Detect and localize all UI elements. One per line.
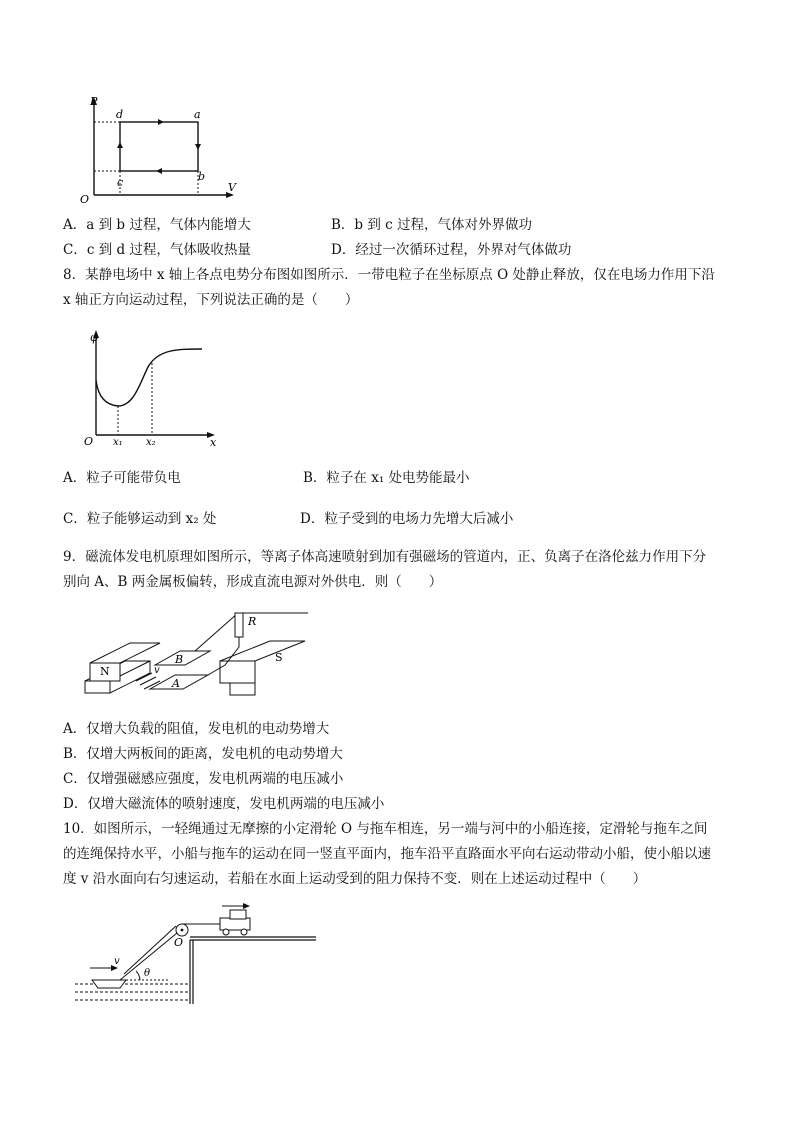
point-c-label: c [117,176,124,189]
q8-option-d: D．粒子受到的电场力先增大后减小 [300,511,514,527]
theta-label: θ [144,968,151,979]
velocity-label: v [154,665,160,676]
q10-stem-line1: 10．如图所示，一轻绳通过无摩擦的小定滑轮 O 与拖车相连，另一端与河中的小船连接，定滑轮与拖车之间 [63,821,708,837]
v-axis-label: V [228,181,236,194]
plate-b-label: B [175,653,184,666]
q10-stem-line3: 度 v 沿水面向右匀速运动，若船在水面上运动受到的阻力保持不变．则在上述运动过程中（ ） [63,871,647,887]
resistor-label: R [248,615,257,628]
q10-stem-line2: 的连绳保持水平，小船与拖车的运动在同一竖直平面内，拖车沿平直路面水平向右运动带动小船，使小船以速 [63,846,711,862]
q9-option-a: A．仅增大负载的阻值，发电机的电动势增大 [63,721,330,737]
phi-axis-label: φ [90,331,98,344]
q8-option-c: C．粒子能够运动到 x₂ 处 [63,511,217,527]
q9-stem-line2: 别向 A、B 两金属板偏转，形成直流电源对外供电．则（ ） [63,574,443,590]
x2-label: x₂ [146,437,156,448]
origin-label: O [84,435,94,448]
q7-option-a: A．a 到 b 过程，气体内能增大 [63,217,251,233]
x-axis-label: x [210,436,217,449]
p-axis-label: P [90,95,98,108]
q8-option-b: B．粒子在 x₁ 处电势能最小 [303,470,470,486]
potential-distribution-graph [82,325,222,450]
s-pole-label: S [275,651,283,664]
mhd-generator-diagram [70,603,320,703]
q9-option-c: C．仅增强磁感应强度，发电机两端的电压减小 [63,771,344,787]
q7-option-d: D．经过一次循环过程，外界对气体做功 [331,242,572,258]
n-pole-label: N [100,665,110,678]
q8-stem-line1: 8．某静电场中 x 轴上各点电势分布图如图所示．一带电粒子在坐标原点 O 处静止释放，仅在电场力作用下沿 [63,267,715,283]
velocity-label: v [114,956,120,967]
q8-stem-line2: x 轴正方向运动过程，下列说法正确的是（ ） [63,292,359,308]
pulley-boat-diagram [70,900,320,1010]
point-a-label: a [194,108,201,121]
q9-stem-line1: 9．磁流体发电机原理如图所示，等离子体高速喷射到加有强磁场的管道内，正、负离子在洛伦兹力作用下分 [63,549,707,565]
plate-a-label: A [172,677,180,690]
origin-label: O [80,193,90,206]
pv-cycle-diagram [80,95,250,205]
q8-option-a: A．粒子可能带负电 [63,470,181,486]
q7-option-c: C．c 到 d 过程，气体吸收热量 [63,242,251,258]
point-b-label: b [198,170,206,183]
q9-option-d: D．仅增大磁流体的喷射速度，发电机两端的电压减小 [63,796,385,812]
x1-label: x₁ [113,437,123,448]
q9-option-b: B．仅增大两板间的距离，发电机的电动势增大 [63,746,343,762]
q7-option-b: B．b 到 c 过程，气体对外界做功 [331,217,532,233]
point-d-label: d [116,108,124,121]
pulley-label: O [174,936,184,949]
